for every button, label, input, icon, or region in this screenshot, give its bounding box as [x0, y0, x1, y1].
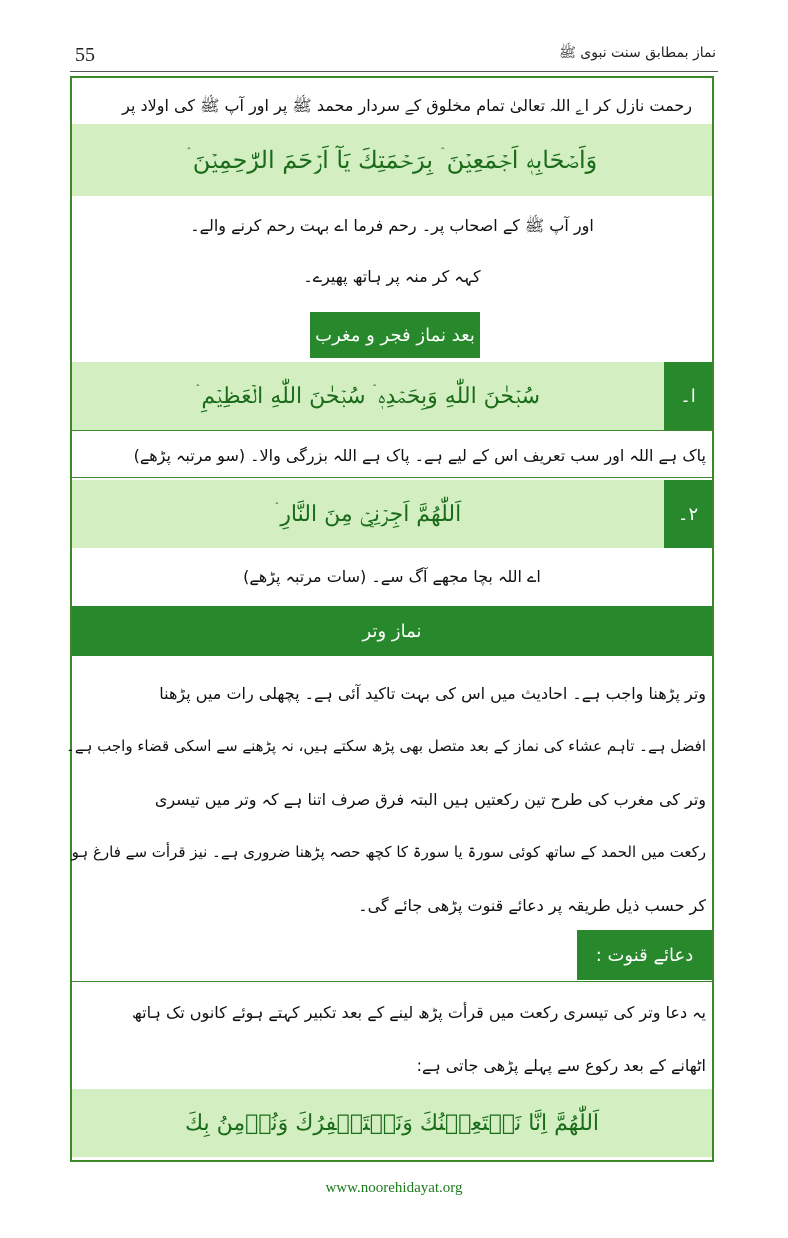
witr-line-5: کر حسب ذیل طریقہ پر دعائے قنوت پڑھی جائے گی۔	[358, 896, 706, 915]
intro-instruction: کہہ کر منہ پر ہاتھ پھیرے۔	[303, 267, 481, 286]
witr-line-3: وتر کی مغرب کی طرح تین رکعتیں ہیں البتہ فرق صرف اتنا ہے کہ وتر میں تیسری	[154, 790, 706, 809]
item-2-arabic-band	[72, 480, 664, 548]
qunoot-arabic-band	[72, 1089, 712, 1157]
item-2-arabic: اَللّٰهُمَّ اَجِرۡنِيۡ مِنَ النَّارِ ۛ	[274, 501, 462, 527]
witr-heading: نماز وتر	[72, 606, 712, 656]
qunoot-arabic: اَللّٰهُمَّ اِنَّا نَسۡتَعِيۡنُكَ وَنَسۡتَغۡفِرُكَ وَنُؤۡمِنُ بِكَ	[184, 1110, 600, 1136]
item-1-translation: پاک ہے اللہ اور سب تعریف اس کے لیے ہے۔ پاک ہے اللہ بزرگی والا۔ (سو مرتبہ پڑھے)	[133, 446, 706, 465]
intro-line: رحمت نازل کر اے اللہ تعالیٰ تمام مخلوق کے سردار محمد ﷺ پر اور آپ ﷺ کی اولاد پر	[122, 96, 692, 115]
item-1-bottom-rule	[72, 477, 712, 478]
intro-arabic: وَاَصۡحَابِهٖ اَجۡمَعِيۡنَ ۛ بِرَحۡمَتِكَ يَآ اَرۡحَمَ الرّٰحِمِيۡنَ ۛ	[186, 146, 598, 174]
item-1-arabic: سُبۡحٰنَ اللّٰهِ وَبِحَمۡدِهٖ ۛ سُبۡحٰنَ اللّٰهِ الۡعَظِيۡمِ ۛ	[195, 383, 541, 409]
item-2-number: ۲۔	[664, 480, 712, 548]
qunoot-line-2: اٹھانے کے بعد رکوع سے پہلے پڑھی جاتی ہے:	[416, 1056, 706, 1075]
intro-translation: اور آپ ﷺ کے اصحاب پر۔ رحم فرما اے بہت رحم کرنے والے۔	[190, 216, 594, 235]
qunoot-rule	[72, 981, 712, 982]
item-1-number: ا۔	[664, 362, 712, 430]
witr-line-4: رکعت میں الحمد کے ساتھ کوئی سورۃ یا سورۃ کا کچھ حصہ پڑھنا ضروری ہے۔ نیز قرأت سے فارغ ہو	[71, 843, 706, 861]
item-1-top-rule	[72, 430, 712, 431]
footer-url[interactable]: www.noorehidayat.org	[325, 1180, 463, 1196]
qunoot-line-1: یہ دعا وتر کی تیسری رکعت میں قرأت پڑھ لینے کے بعد تکبیر کہتے ہوئے کانوں تک ہاتھ	[132, 1003, 706, 1022]
header-rule	[70, 71, 718, 72]
intro-arabic-band	[72, 124, 712, 196]
page-number: 55	[75, 44, 95, 66]
item-2-translation: اے اللہ بچا مجھے آگ سے۔ (سات مرتبہ پڑھے)	[243, 567, 541, 586]
running-title: نماز بمطابق سنت نبوی ﷺ	[558, 45, 716, 61]
item-1-arabic-band	[72, 362, 664, 430]
witr-line-1: وتر پڑھنا واجب ہے۔ احادیث میں اس کی بہت تاکید آئی ہے۔ پچھلی رات میں پڑھنا	[159, 684, 706, 703]
witr-line-2: افضل ہے۔ تاہم عشاء کی نماز کے بعد متصل بھی پڑھ سکتے ہیں، نہ پڑھنے سے اسکی قضاء واجب ہے۔	[66, 737, 706, 755]
fajr-maghrib-heading: بعد نماز فجر و مغرب	[310, 312, 480, 358]
qunoot-heading: دعائے قنوت :	[577, 930, 712, 980]
